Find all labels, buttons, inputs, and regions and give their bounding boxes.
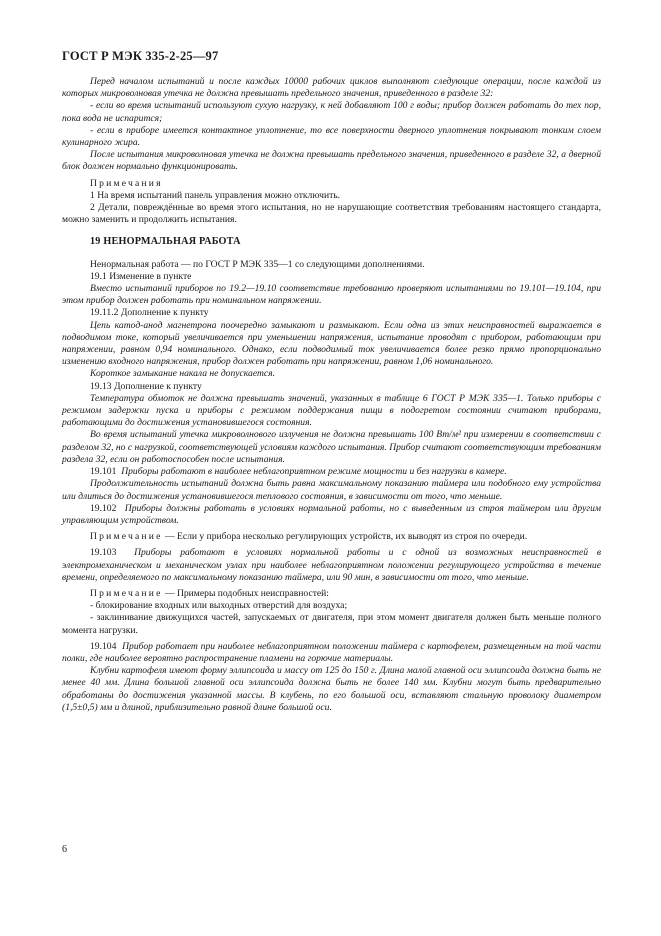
paragraph: - если в приборе имеется контактное уплотнение, то все поверхности дверного уплотнения покрывают тонким слоем кулинарного жира. (62, 124, 601, 149)
paragraph: Ненормальная работа — по ГОСТ Р МЭК 335—1 со следующими дополнениями. (90, 258, 425, 270)
clause-number: 19.103 (90, 547, 117, 559)
note-item: - заклинивание движущихся частей, запускаемых от двигателя, при этом момент двигателя должен быть меньше полного момента нагрузки. (62, 612, 601, 636)
document-body (62, 76, 601, 714)
paragraph: Короткое замыкание накала не допускается. (90, 368, 276, 380)
paragraph: Клубни картофеля имеют форму эллипсоида и массу от 125 до 150 г. Длина малой главной оси эллипсоида должна быть не менее 40 мм. Длина большой главной оси эллипсоида должна быть не более 140 мм. Клубни могут быть предварительно обработаны до достижения указанной массы. В клубень, по его большой оси, вставляют стальную проволоку диаметром (1,5±0,5) мм и длиной, приблизительно равной длине большой оси. (62, 665, 601, 713)
clause-text: Приборы работают в условиях нормальной работы и с одной из возможных неисправностей в электромеханическом и механическом узлах при наиболее неблагоприятном положении регулирующего устройства в течение времени, определяемого по максимальному показанию таймера, или 90 мин, в зависимости от того, что меньше. (62, 547, 602, 583)
notes-heading: Примечания (90, 177, 163, 189)
clause-paragraph (62, 547, 601, 584)
note-paragraph (62, 588, 601, 600)
paragraph: - если во время испытаний используют сухую нагрузку, к ней добавляют 100 г воды; прибор должен работать до тех пор, пока вода не испарится; (62, 100, 601, 124)
paragraph: Цепь катод-анод магнетрона поочередно замыкают и размыкают. Если одна из этих неисправностей выражается в подводимом токе, который увеличивается при уменьшении напряжения, испытание проводят с прибором, работающим при напряжении, равном 0,94 номинального. Однако, если подводимый ток увеличивается более резко прямо пропорционально изменению входного напряжения, прибор должен работать при напряжении, равном 1,06 номинального. (62, 319, 601, 368)
note-text: — Примеры подобных неисправностей: (162, 587, 329, 599)
clause-number: 19.101 (90, 466, 117, 478)
note-item: 2 Детали, повреждённые во время этого испытания, но не нарушающие соответствия требованиям настоящего стандарта, можно заменить и продолжить испытания. (62, 202, 601, 226)
paragraph: Температура обмоток не должна превышать значений, указанных в таблице 6 ГОСТ Р МЭК 335—1. Только приборы с режимом задержки пуска и приборы с режимом поддержания пищи в подогретом состоянии считают приборами, работающими до достижения установившегося состояния. (62, 392, 601, 429)
note-item: 1 На время испытаний панель управления можно отключить. (90, 189, 341, 201)
clause-heading: 19.13 Дополнение к пункту (90, 380, 202, 392)
clause-text: Прибор работает при наиболее неблагоприятном положении таймера с картофелем, размещенным на той части полки, где наиболее вероятно распространение пламени на горючие материалы. (62, 640, 601, 664)
page-number: 6 (62, 844, 67, 855)
note-text: — Если у прибора несколько регулирующих устройств, их выводят из строя по очереди. (162, 531, 528, 543)
clause-heading: 19.11.2 Дополнение к пункту (90, 307, 209, 319)
clause-text: Приборы работают в наиболее неблагоприятном режиме мощности и без нагрузки в камере. (121, 466, 507, 478)
clause-paragraph (62, 641, 601, 665)
paragraph: Перед началом испытаний и после каждых 10000 рабочих циклов выполняют следующие операции, после каждой из которых микроволновая утечка не должна превышать предельного значения, приведенного в разделе 32: (62, 76, 601, 100)
paragraph: Продолжительность испытаний должна быть равна максимальному показанию таймера или подобного ему устройства или длиться до достижения установившегося теплового состояния, в зависимости от того, что меньше. (62, 478, 601, 502)
paragraph: Вместо испытаний приборов по 19.2—19.10 соответствие требованию проверяют испытаниями по 19.101—19.104, при этом прибор должен работать при номинальном напряжении. (62, 283, 601, 307)
clause-number: 19.102 (90, 502, 117, 514)
note-paragraph (62, 531, 601, 543)
clause-text: Приборы должны работать в условиях нормальной работы, но с выведенным из строя таймером или другим управляющим устройством. (62, 502, 602, 526)
section-heading: 19 НЕНОРМАЛЬНАЯ РАБОТА (90, 236, 241, 248)
clause-heading: 19.1 Изменение в пункте (90, 270, 192, 282)
paragraph: Во время испытаний утечка микроволнового излучения не должна превышать 100 Вт/м² при измерении в соответствии с разделом 32, но с нагрузкой, соответствующей условиям каждого испытания. Прибор считают соответствующим требованиям раздела 32, если он работоспособен после испытания. (62, 429, 601, 465)
paragraph: После испытания микроволновая утечка не должна превышать предельного значения, приведенного в разделе 32, а дверной блок должен нормально функционировать. (62, 149, 601, 173)
clause-paragraph (62, 503, 601, 527)
document-header: ГОСТ Р МЭК 335-2-25—97 (62, 49, 219, 63)
clause-number: 19.104 (90, 640, 117, 652)
note-item: - блокирование входных или выходных отверстий для воздуха; (90, 600, 348, 612)
note-label: Примечание (90, 587, 163, 599)
clause-paragraph (62, 466, 601, 478)
note-label: Примечание (90, 531, 163, 543)
